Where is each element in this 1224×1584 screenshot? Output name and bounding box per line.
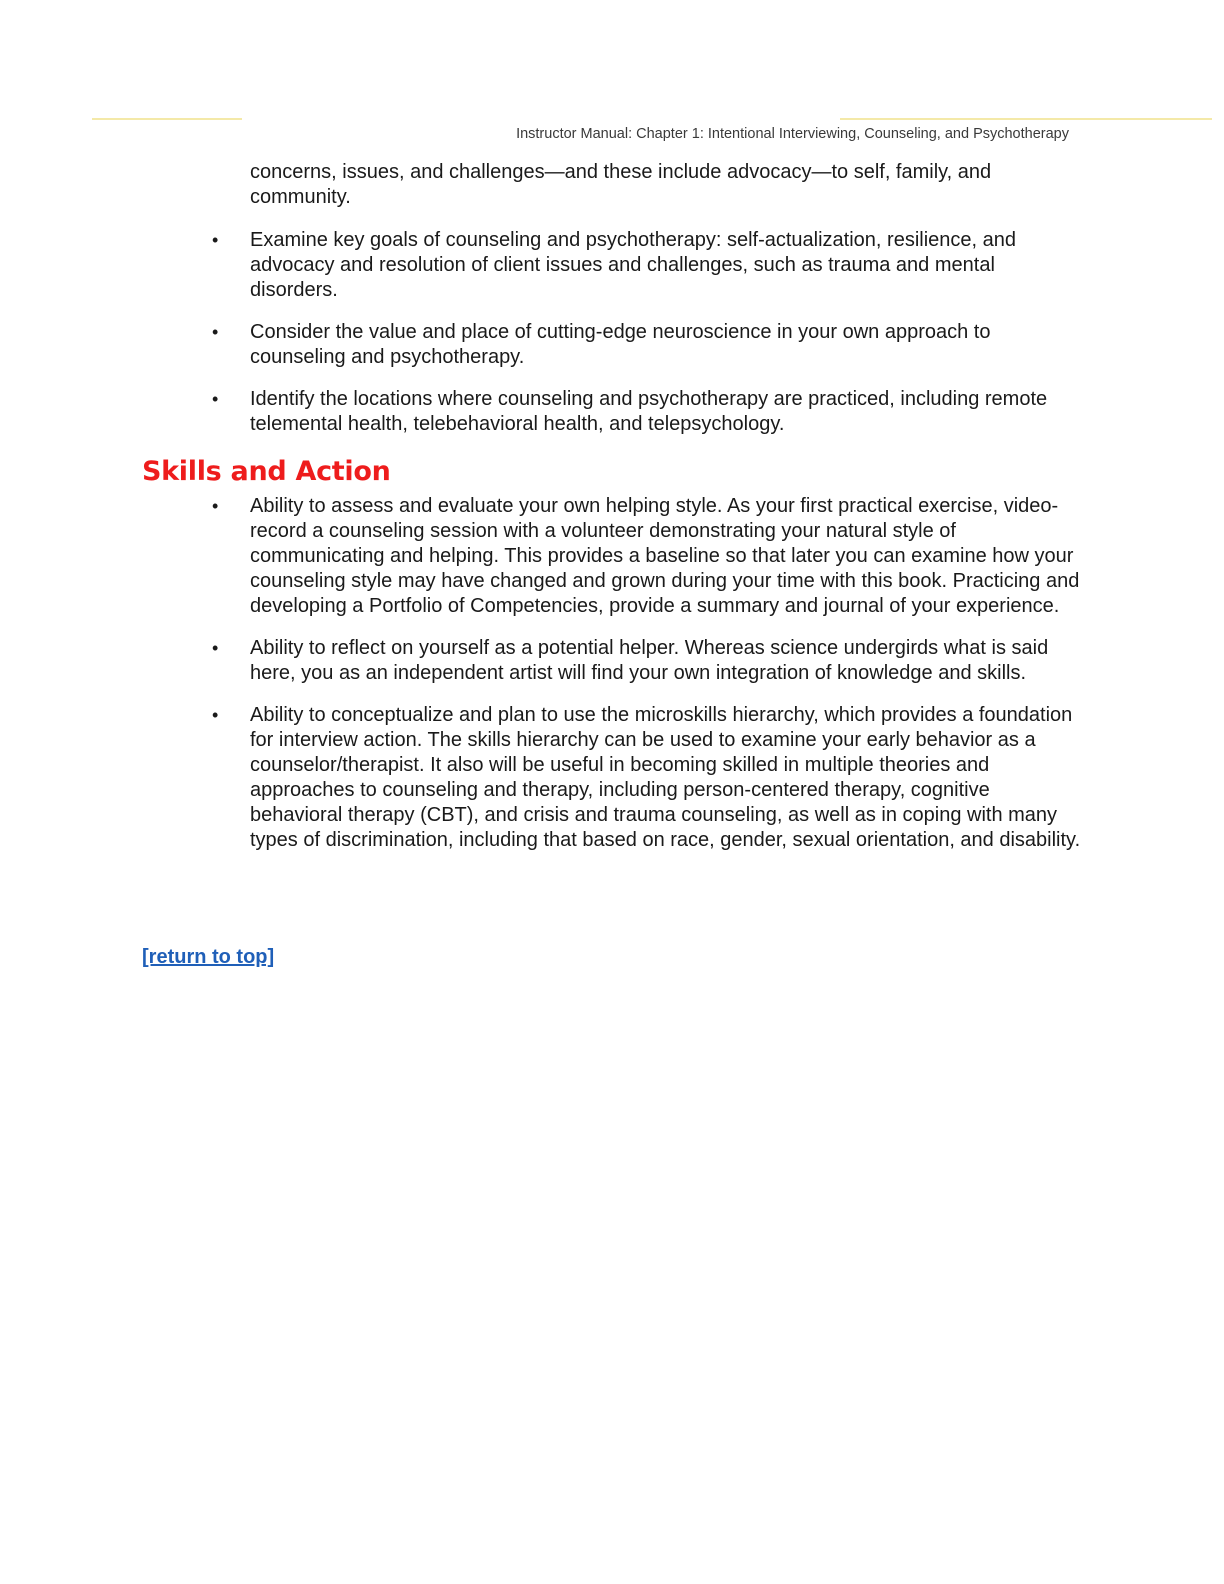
list-item (212, 320, 1082, 370)
list-item-text: Examine key goals of counseling and psychotherapy: self-actualization, resilience, and advocacy and resolution of client issues and challenges, such as trauma and mental disorders. (250, 229, 1016, 301)
bullet-icon: • (212, 638, 219, 658)
bullet-icon: • (212, 322, 219, 342)
list-item (212, 387, 1082, 437)
objectives-list (212, 228, 1082, 454)
bullet-icon: • (212, 230, 219, 250)
list-item-text: Ability to assess and evaluate your own helping style. As your first practical exercise, video-record a counseling session with a volunteer demonstrating your natural style of communicating and helping. This provides a baseline so that later you can examine how your counseling style may have changed and grown during your time with this book. Practicing and developing a Portfolio of Competencies, provide a summary and journal of your experience. (250, 495, 1080, 617)
header-rule-left (92, 118, 242, 120)
continued-bullet-text: concerns, issues, and challenges—and these include advocacy—to self, family, and community. (250, 161, 992, 208)
bullet-icon: • (212, 496, 219, 516)
return-to-top-link[interactable]: [return to top] (142, 946, 275, 968)
section-heading-skills: Skills and Action (142, 456, 391, 487)
list-item (212, 703, 1082, 853)
list-item-text: Ability to conceptualize and plan to use the microskills hierarchy, which provides a foundation for interview action. The skills hierarchy can be used to examine your early behavior as a counselor/therapist. It also will be useful in becoming skilled in multiple theories and approaches to counseling and therapy, including person-centered therapy, cognitive behavioral therapy (CBT), and crisis and trauma counseling, as well as in coping with many types of discrimination, including that based on race, gender, sexual orientation, and disability. (250, 704, 1081, 851)
skills-list (212, 494, 1082, 870)
list-item (212, 636, 1082, 686)
bullet-icon: • (212, 705, 219, 725)
list-item-text: Ability to reflect on yourself as a potential helper. Whereas science undergirds what is said here, you as an independent artist will find your own integration of knowledge and skills. (250, 637, 1049, 684)
running-header: Instructor Manual: Chapter 1: Intentional Interviewing, Counseling, and Psychotherapy (516, 126, 1069, 142)
list-item-text: Identify the locations where counseling and psychotherapy are practiced, including remote telemental health, telebehavioral health, and telepsychology. (250, 388, 1048, 435)
bullet-icon: • (212, 389, 219, 409)
list-item (212, 228, 1082, 303)
list-item-text: Consider the value and place of cutting-edge neuroscience in your own approach to counseling and psychotherapy. (250, 321, 991, 368)
list-item (212, 494, 1082, 619)
header-rule-right (840, 118, 1212, 120)
